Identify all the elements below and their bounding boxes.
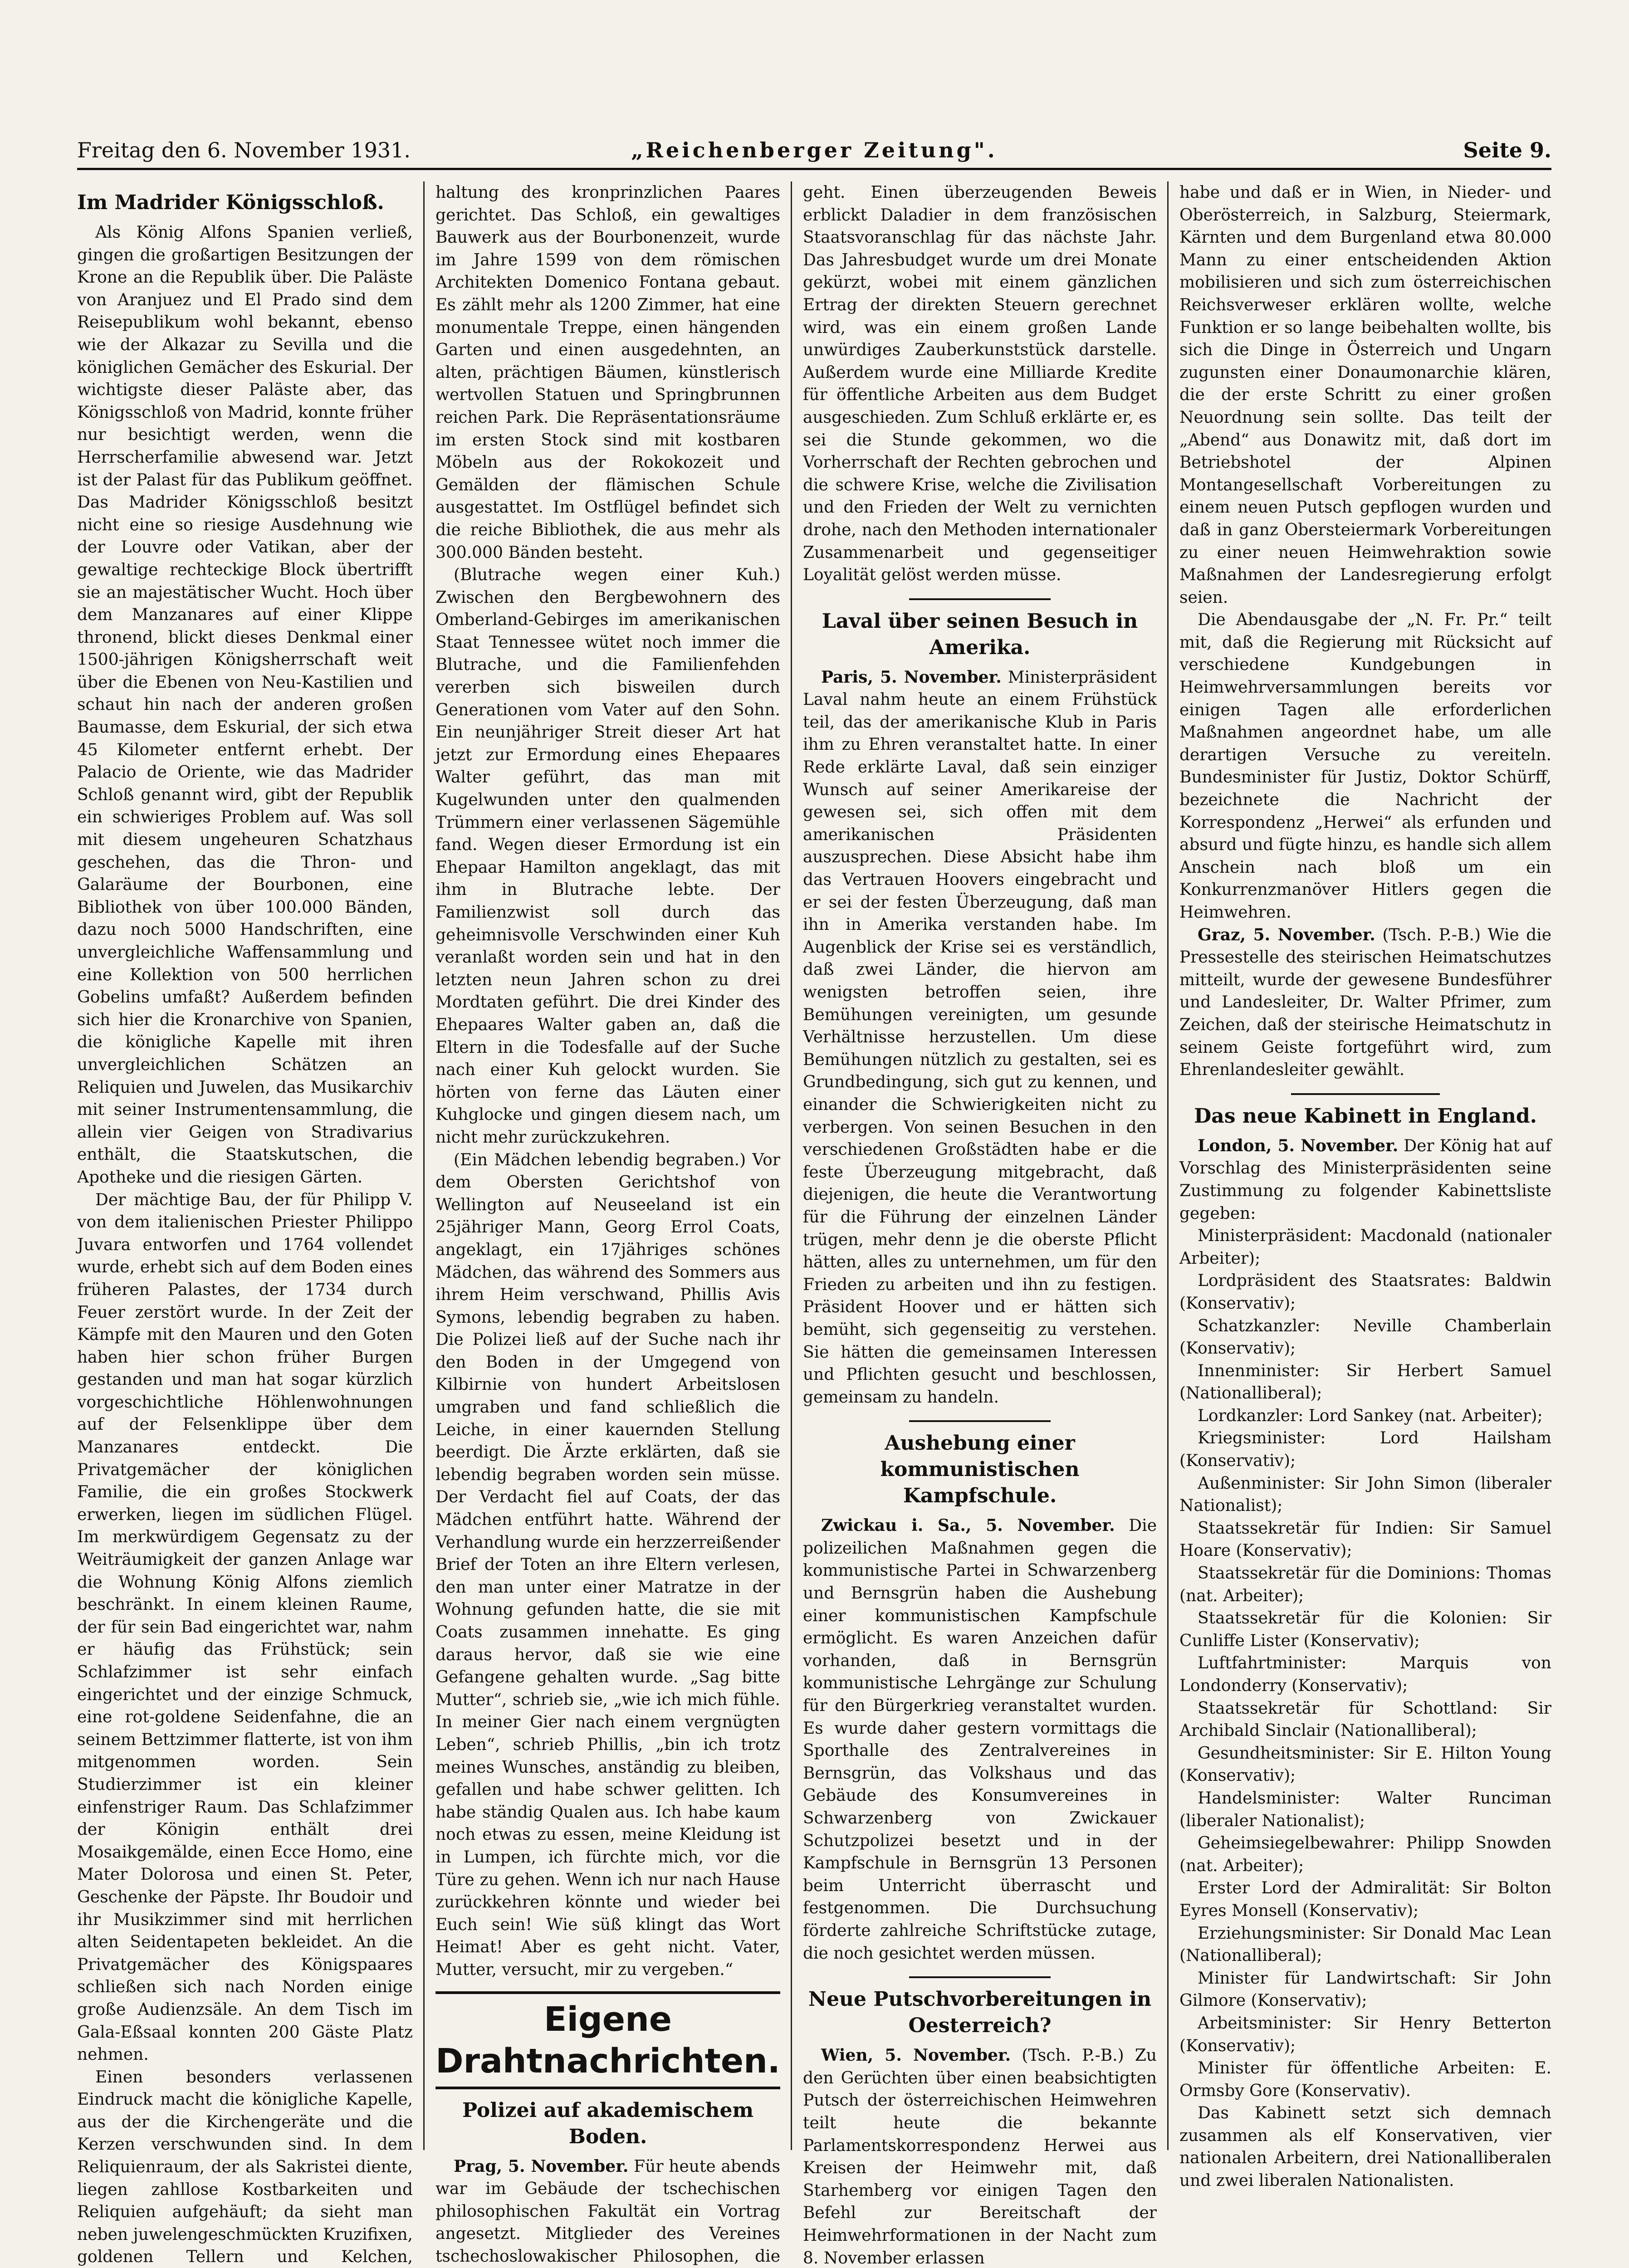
article-body: (Tsch. P.-B.) Wie die Pressestelle des steirischen Heimatschutzes mitteilt, wurde der gewesene Bundesführer und Landesleiter, Dr. Walter Pfrimer, zum Zeichen, daß der steirische Heimatschutz in seinem Geiste fortgeführt wird, zum Ehrenlandesleiter gewählt. [1179, 926, 1551, 1080]
column-2 [435, 181, 780, 2159]
cabinet-list [1179, 1225, 1551, 2102]
cabinet-entry: Minister für öffentliche Arbeiten: E. Ormsby Gore (Konservativ). [1179, 2057, 1551, 2102]
article-paragraph [803, 1515, 1157, 1965]
cabinet-entry: Außenminister: Sir John Simon (liberaler Nationalist); [1179, 1472, 1551, 1517]
article-body: Ministerpräsident Laval nahm heute an einem Frühstück teil, das der amerikanische Klub in Paris ihm zu Ehren veranstaltet hatte. In einer Rede erklärte Laval, daß sein einziger Wunsch auf seiner Amerikareise der gewesen sei, sich offen mit dem amerikanischen Präsidenten auszusprechen. Diese Absicht habe ihm das Vertrauen Hoovers eingebracht und er sei der festen Überzeugung, daß man ihn in Amerika verstanden habe. Im Augenblick der Krise sei es verständlich, daß zwei Länder, die hiervon am wenigsten betroffen seien, ihre Bemühungen vereinigten, um gesunde Verhältnisse herzustellen. Um diese Bemühungen nützlich zu gestalten, sei es Grundbedingung, sich gut zu kennen, und einander die Schwierigkeiten nicht zu verbergen. Von seinen Besuchen in den verschiedenen Großstädten habe er die feste Überzeugung mitgebracht, daß diejenigen, die heute die Verantwortung für die Führung der einzelnen Länder trügen, mehr denn je die oberste Pflicht hätten, alles zu unternehmen, um für den Frieden zu arbeiten und ihn zu festigen. Präsident Hoover und er hätten sich bemüht, sich gegenseitig zu verstehen. Sie hätten die gemeinsamen Interessen und Pflichten gesucht und beschlossen, gemeinsam zu handeln. [803, 668, 1157, 1407]
dateline: Prag, 5. November. [454, 2157, 628, 2176]
article-paragraph [803, 2044, 1157, 2268]
article-heading: Polizei auf akademischem Boden. [435, 2097, 780, 2150]
cabinet-entry: Erster Lord der Admiralität: Sir Bolton Eyres Monsell (Konservativ); [1179, 1877, 1551, 1922]
article-body: Für heute abends war im Gebäude der tschechischen philosophischen Fakultät ein Vortrag angesetzt. Mitglieder des Vereines tschechoslowakischer Philosophen, die [435, 2157, 780, 2268]
cabinet-entry: Lordkanzler: Lord Sankey (nat. Arbeiter); [1179, 1405, 1551, 1427]
dateline: London, 5. November. [1198, 1136, 1398, 1155]
article-paragraph: Einen besonders verlassenen Eindruck macht die königliche Kapelle, aus der die Kirchengeräte und die Kerzen verschwunden sind. In dem Reliquienraum, der als Sakristei diente, liegen zahllose Kostbarkeiten und Reliquien aufgehäuft; da sieht man neben juwelengeschmückten Kruzifixen, goldenen Tellern und Kelchen, [77, 2066, 413, 2268]
cabinet-entry: Kriegsminister: Lord Hailsham (Konservativ); [1179, 1427, 1551, 1472]
article-paragraph [803, 666, 1157, 1409]
cabinet-entry: Staatssekretär für Indien: Sir Samuel Hoare (Konservativ); [1179, 1517, 1551, 1562]
cabinet-entry: Minister für Landwirtschaft: Sir John Gilmore (Konservativ); [1179, 1967, 1551, 2012]
cabinet-entry: Staatssekretär für die Kolonien: Sir Cunliffe Lister (Konservativ); [1179, 1607, 1551, 1652]
cabinet-entry: Lordpräsident des Staatsrates: Baldwin (Konservativ); [1179, 1270, 1551, 1315]
cabinet-entry: Schatzkanzler: Neville Chamberlain (Konservativ); [1179, 1315, 1551, 1360]
section-divider [1291, 1093, 1440, 1095]
cabinet-entry: Handelsminister: Walter Runciman (liberaler Nationalist); [1179, 1787, 1551, 1832]
cabinet-entry: Staatssekretär für Schottland: Sir Archibald Sinclair (Nationalliberal); [1179, 1697, 1551, 1742]
article-paragraph: Das Kabinett setzt sich demnach zusammen als elf Konservativen, vier nationalen Arbeitern, drei Nationalliberalen und zwei liberalen Nationalisten. [1179, 2102, 1551, 2192]
cabinet-entry: Ministerpräsident: Macdonald (nationaler Arbeiter); [1179, 1225, 1551, 1270]
article-body: (Tsch. P.-B.) Zu den Gerüchten über einen beabsichtigten Putsch der österreichischen Heimwehren teilt heute die bekannte Parlamentskorrespondenz Herwei aus Kreisen der Heimwehr mit, daß Starhemberg vor einigen Tagen den Befehl zur Bereitschaft der Heimwehrformationen in der Nacht zum 8. November erlassen [803, 2046, 1157, 2267]
section-divider [909, 1420, 1051, 1422]
article-paragraph: habe und daß er in Wien, in Nieder- und Oberösterreich, in Salzburg, Steiermark, Kärnten und dem Burgenland etwa 80.000 Mann zu einer entscheidenden Aktion mobilisieren und sich zum österreichischen Reichsverweser erklären wollte, welche Funktion er so lange beibehalten wollte, bis sich die Dinge in Österreich und Ungarn zugunsten einer Donaumonarchie klären, die der erste Schritt zu einer großen Neuordnung sein sollte. Das teilt der „Abend“ aus Donawitz mit, daß dort im Betriebshotel der Alpinen Montangesellschaft Vorbereitungen zu einem neuen Putsch gepflogen wurden und daß in ganz Obersteiermark Vorbereitungen zu einer neuen Heimwehraktion sowie Maßnahmen der Landesregierung erfolgt seien. [1179, 181, 1551, 609]
column-rule [423, 181, 425, 2150]
header-date: Freitag den 6. November 1931. [77, 138, 411, 162]
article-paragraph [435, 2156, 780, 2268]
cabinet-entry: Luftfahrtminister: Marquis von Londonderry (Konservativ); [1179, 1652, 1551, 1697]
cabinet-entry: Erziehungsminister: Sir Donald Mac Lean (Nationalliberal); [1179, 1922, 1551, 1967]
article-paragraph [1179, 1135, 1551, 1225]
article-body: Die polizeilichen Maßnahmen gegen die kommunistische Partei in Schwarzenberg und Bernsgrün haben die Aushebung einer kommunistischen Kampfschule ermöglicht. Es waren Anzeichen dafür vorhanden, daß in Bernsgrün kommunistische Lehrgänge zur Schulung für den Bürgerkrieg veranstaltet wurden. Es wurde daher gestern vormittags die Sporthalle des Zentralvereines in Bernsgrün, das Volkshaus und das Gebäude des Konsumvereines in Schwarzenberg von Zwickauer Schutzpolizei besetzt und in der Kampfschule in Bernsgrün 13 Personen beim Unterricht überrascht und festgenommen. Die Durchsuchung förderte zahlreiche Schriftstücke zutage, die noch gesichtet werden müssen. [803, 1516, 1157, 1962]
article-paragraph: (Blutrache wegen einer Kuh.) Zwischen den Bergbewohnern des Omberland-Gebirges im amerikanischen Staat Tennessee wütet noch immer die Blutrache, und die Familienfehden vererben sich bisweilen durch Generationen vom Vater auf den Sohn. Ein neunjähriger Streit dieser Art hat jetzt zur Ermordung eines Ehepaares Walter geführt, das man mit Kugelwunden unter den qualmenden Trümmern einer verlassenen Sägemühle fand. Wegen dieser Ermordung ist ein Ehepaar Hamilton angeklagt, das mit ihm in Blutrache lebte. Der Familienzwist soll durch das geheimnisvolle Verschwinden einer Kuh veranlaßt worden sein und hat in den letzten neun Jahren schon zu drei Mordtaten geführt. Die drei Kinder des Ehepaares Walter gaben an, daß die Eltern in die Todesfalle auf der Suche nach einer Kuh gelockt wurden. Sie hörten von ferne das Läuten einer Kuhglocke und gingen diesem nach, um nicht mehr zurückzukehren. [435, 564, 780, 1149]
article-heading: Im Madrider Königsschloß. [77, 190, 413, 216]
cabinet-entry: Staatssekretär für die Dominions: Thomas (nat. Arbeiter); [1179, 1562, 1551, 1607]
dateline: Wien, 5. November. [821, 2046, 1011, 2065]
article-heading: Neue Putschvorbereitungen in Oesterreich? [803, 1986, 1157, 2039]
article-paragraph [1179, 924, 1551, 1081]
article-body: Der König hat auf Vorschlag des Ministerpräsidenten seine Zustimmung zu folgender Kabinettsliste gegeben: [1179, 1137, 1551, 1223]
cabinet-entry: Arbeitsminister: Sir Henry Betterton (Konservativ); [1179, 2012, 1551, 2057]
dateline: Graz, 5. November. [1198, 925, 1375, 944]
page-header [77, 136, 1551, 170]
article-paragraph: Die Abendausgabe der „N. Fr. Pr.“ teilt mit, daß die Regierung mit Rücksicht auf verschiedene Kundgebungen in Heimwehrversammlungen bereits vor einigen Tagen alle erforderlichen Maßnahmen angeordnet habe, um alle derartigen Versuche zu vereiteln. Bundesminister für Justiz, Doktor Schürff, bezeichnete die Nachricht der Korrespondenz „Herwei“ als erfunden und absurd und fügte hinzu, es handle sich allem Anschein nach bloß um ein Konkurrenzmanöver Hitlers gegen die Heimwehren. [1179, 609, 1551, 924]
article-paragraph: haltung des kronprinzlichen Paares gerichtet. Das Schloß, ein gewaltiges Bauwerk aus der Bourbonenzeit, wurde im Jahre 1599 von dem römischen Architekten Domenico Fontana gebaut. Es zählt mehr als 1200 Zimmer, hat eine monumentale Treppe, einen hängenden Garten und einen ausgedehnten, an alten, prächtigen Bäumen, künstlerisch wertvollen Statuen und Springbrunnen reichen Park. Die Repräsentationsräume im ersten Stock sind mit kostbaren Möbeln aus der Rokokozeit und Gemälden der flämischen Schule ausgestattet. Im Ostflügel befindet sich die reiche Bibliothek, die aus mehr als 300.000 Bänden besteht. [435, 181, 780, 564]
column-4 [1179, 181, 1551, 2159]
dateline: Paris, 5. November. [821, 668, 1002, 687]
article-heading: Laval über seinen Besuch in Amerika. [803, 608, 1157, 661]
article-heading: Aushebung einer kommunistischen Kampfschule. [803, 1430, 1157, 1509]
article-paragraph: Der mächtige Bau, der für Philipp V. von dem italienischen Priester Philippo Juvara entworfen und 1764 vollendet wurde, erhebt sich auf dem Boden eines früheren Palastes, der 1734 durch Feuer zerstört wurde. In der Zeit der Kämpfe mit den Mauren und den Goten haben hier schon früher Burgen gestanden und man hat sogar kürzlich vorgeschichtliche Höhlenwohnungen auf der Felsenklippe über dem Manzanares entdeckt. Die Privatgemächer der königlichen Familie, die ein großes Stockwerk erwerken, liegen im südlichen Flügel. Im merkwürdigem Gegensatz zu der Weiträumigkeit der ganzen Anlage war die Wohnung König Alfons ziemlich beschränkt. In einem kleinen Raume, der für sein Bad eingerichtet war, nahm er häufig das Frühstück; sein Schlafzimmer ist sehr einfach eingerichtet und der einzige Schmuck, eine rot-goldene Seidenfahne, die an seinem Bettzimmer flatterte, ist von ihm mitgenommen worden. Sein Studierzimmer ist ein kleiner einfenstriger Raum. Das Schlafzimmer der Königin enthält drei Mosaikgemälde, einen Ecce Homo, eine Mater Dolorosa und einen St. Peter, Geschenke der Päpste. Ihr Boudoir und ihr Musikzimmer sind mit herrlichen alten Seidentapeten bekleidet. An die Privatgemächer des Königspaares schließen sich nach Norden einige große Audienzsäle. An dem Tisch im Gala-Eßsaal konnten 200 Gäste Platz nehmen. [77, 1189, 413, 2066]
article-heading: Das neue Kabinett in England. [1179, 1103, 1551, 1129]
header-paper-name: „Reichenberger Zeitung". [77, 138, 1551, 162]
header-page-number: Seite 9. [1463, 138, 1551, 162]
article-paragraph: Als König Alfons Spanien verließ, gingen die großartigen Besitzungen der Krone an die Republik über. Die Paläste von Aranjuez und El Prado sind dem Reisepublikum wohl bekannt, ebenso wie der Alkazar zu Sevilla und die königlichen Gemächer des Eskurial. Der wichtigste dieser Paläste aber, das Königsschloß von Madrid, konnte früher nur besichtigt werden, wenn die Herrscherfamilie abwesend war. Jetzt ist der Palast für das Publikum geöffnet. Das Madrider Königsschloß besitzt nicht eine so riesige Ausdehnung wie der Louvre oder Vatikan, aber der gewaltige rechteckige Block übertrifft sie an majestätischer Wucht. Hoch über dem Manzanares auf einer Klippe thronend, blickt dieses Denkmal einer 1500-jährigen Königsherrschaft weit über die Ebenen von Neu-Kastilien und schaut hin nach der anderen großen Baumasse, dem Eskurial, der sich etwa 45 Kilometer entfernt erhebt. Der Palacio de Oriente, wie das Madrider Schloß genannt wird, gibt der Republik ein schwieriges Problem auf. Was soll mit diesem ungeheuren Schatzhaus geschehen, das die Thron- und Galaräume der Bourbonen, eine Bibliothek von über 100.000 Bänden, dazu noch 5000 Handschriften, eine unvergleichliche Waffensammlung und eine Kollektion von 500 herrlichen Gobelins umfaßt? Außerdem befinden sich hier die Kronarchive von Spanien, die königliche Kapelle mit ihren unvergleichlichen Schätzen an Reliquien und Juwelen, das Musikarchiv mit seiner Instrumentensammlung, die allein vier Geigen von Stradivarius enthält, die Staatskutschen, die Apotheke und die riesigen Gärten. [77, 221, 413, 1189]
dateline: Zwickau i. Sa., 5. November. [821, 1516, 1115, 1535]
column-1 [77, 181, 413, 2159]
section-banner: Eigene Drahtnachrichten. [435, 1991, 780, 2089]
cabinet-entry: Innenminister: Sir Herbert Samuel (Nationalliberal); [1179, 1360, 1551, 1405]
article-paragraph: (Ein Mädchen lebendig begraben.) Vor dem Obersten Gerichtshof von Wellington auf Neuseeland ist ein 25jähriger Mann, Georg Errol Coats, angeklagt, ein 17jähriges schönes Mädchen, das während des Sommers aus ihrem Heim verschwand, Phillis Avis Symons, lebendig begraben zu haben. Die Polizei ließ auf der Suche nach ihr den Boden in der Umgegend von Kilbirnie von hundert Arbeitslosen umgraben und fand schließlich die Leiche, in einer kauernden Stellung beerdigt. Die Ärzte erklärten, daß sie lebendig begraben worden sein müsse. Der Verdacht fiel auf Coats, der das Mädchen entführt hatte. Während der Verhandlung wurde ein herzzerreißender Brief der Toten an ihre Eltern verlesen, den man unter einer Matratze in der Wohnung gefunden hatte, die sie mit Coats zusammen innehatte. Es ging daraus hervor, daß sie wie eine Gefangene gehalten wurde. „Sag bitte Mutter“, schrieb sie, „wie ich mich fühle. In meiner Gier nach einem vergnügten Leben“, schrieb Phillis, „bin ich trotz meines Wunsches, anständig zu bleiben, gefallen und habe schwer gelitten. Ich habe ständig Qualen aus. Ich habe kaum noch etwas zu essen, meine Kleidung ist in Lumpen, ich fürchte mich, vor die Türe zu gehen. Wenn ich nur nach Hause zurückkehren könnte und wieder bei Euch sein! Wie süß klingt das Wort Heimat! Aber es geht nicht. Vater, Mutter, versucht, mir zu vergeben.“ [435, 1149, 780, 1981]
cabinet-entry: Gesundheitsminister: Sir E. Hilton Young (Konservativ); [1179, 1742, 1551, 1787]
section-divider [909, 1976, 1051, 1978]
section-divider [909, 598, 1051, 600]
cabinet-entry: Geheimsiegelbewahrer: Philipp Snowden (nat. Arbeiter); [1179, 1832, 1551, 1877]
column-rule [1167, 181, 1169, 2150]
column-3 [803, 181, 1157, 2159]
article-paragraph: geht. Einen überzeugenden Beweis erblickt Daladier in dem französischen Staatsvoranschlag für das nächste Jahr. Das Jahresbudget wurde um drei Monate gekürzt, wobei mit einem gänzlichen Ertrag der direkten Steuern gerechnet wird, was ein einem großen Lande unwürdiges Zauberkunststück darstelle. Außerdem wurde eine Milliarde Kredite für öffentliche Arbeiten aus dem Budget ausgeschieden. Zum Schluß erklärte er, es sei die Stunde gekommen, wo die Vorherrschaft der Rechten gebrochen und die schwere Krise, welche die Zivilisation und den Frieden der Welt zu vernichten drohe, nach den Methoden internationaler Zusammenarbeit und gegenseitiger Loyalität gelöst werden müsse. [803, 181, 1157, 587]
column-rule [791, 181, 792, 2150]
